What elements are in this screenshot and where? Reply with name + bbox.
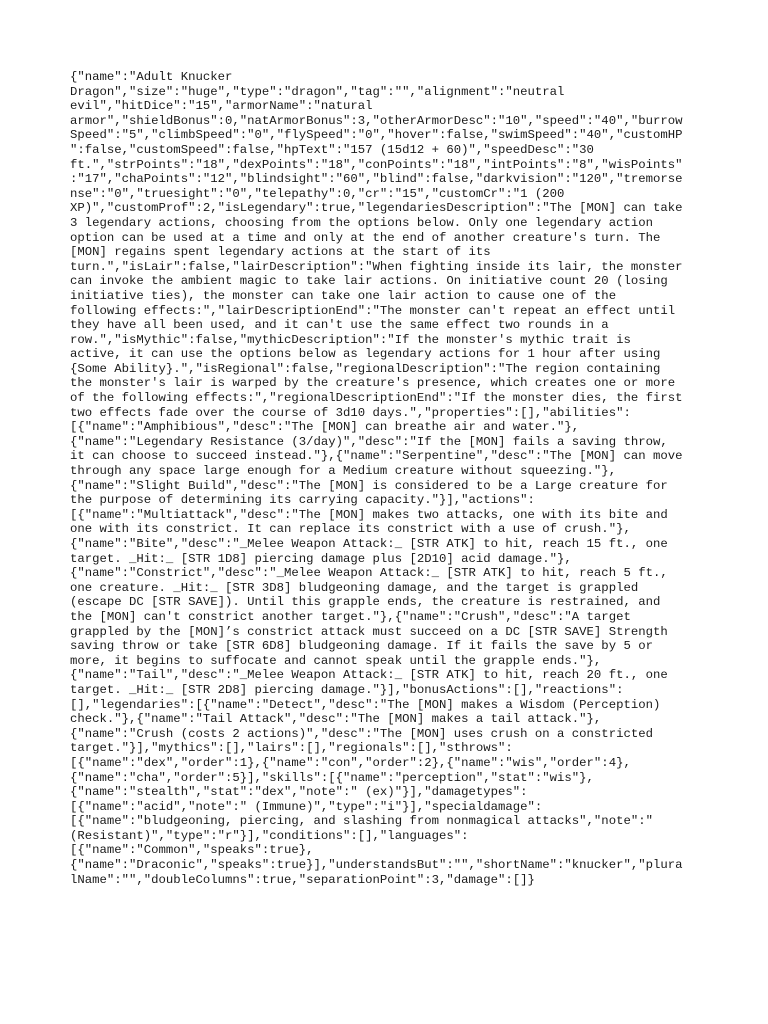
- text-line: Dragon","size":"huge","type":"dragon","tag":"","alignment":"neutral: [70, 84, 565, 99]
- text-line: evil","hitDice":"15","armorName":"natural: [70, 99, 373, 114]
- text-line: two effects fade over the course of 3d10 days.","properties":[],"abilities":: [70, 405, 631, 420]
- text-line: :"17","chaPoints":"12","blindsight":"60","blind":false,"darkvision":"120","tremorse: [70, 172, 683, 187]
- text-line: [{"name":"Common","speaks":true},: [70, 843, 314, 858]
- text-line: {"name":"cha","order":5}],"skills":[{"name":"perception","stat":"wis"},: [70, 770, 594, 785]
- text-line: they have all been used, and it can't use the same effect two rounds in a: [70, 318, 609, 333]
- text-line: [{"name":"Amphibious","desc":"The [MON] can breathe air and water."},: [70, 420, 580, 435]
- text-line: {"name":"Bite","desc":"_Melee Weapon Attack:_ [STR ATK] to hit, reach 15 ft., one: [70, 537, 668, 551]
- text-line: {"name":"Adult Knucker: [70, 70, 233, 84]
- text-line: target. _Hit:_ [STR 2D8] piercing damage."}],"bonusActions":[],"reactions":: [70, 682, 624, 697]
- text-line: 3 legendary actions, choosing from the options below. Only one legendary action: [70, 215, 653, 230]
- text-line: can invoke the ambient magic to take lair actions. On initiative count 20 (losing: [70, 274, 668, 289]
- text-line: lName":"","doubleColumns":true,"separationPoint":3,"damage":[]}: [70, 872, 535, 887]
- text-line: [{"name":"Multiattack","desc":"The [MON] makes two attacks, one with its bite and: [70, 507, 668, 522]
- text-line: through any space large enough for a Medium creature without squeezing."},: [70, 464, 617, 479]
- text-line: {"name":"Draconic","speaks":true}],"understandsBut":"","shortName":"knucker","plura: [70, 858, 683, 873]
- text-line: grappled by the [MON]’s constrict attack must succeed on a DC [STR SAVE] Strength: [70, 624, 668, 639]
- text-line: turn.","isLair":false,"lairDescription":"When fighting inside its lair, the monster: [70, 259, 683, 274]
- text-line: row.","isMythic":false,"mythicDescription":"If the monster's mythic trait is: [70, 332, 631, 347]
- text-line: XP)","customProf":2,"isLegendary":true,"legendariesDescription":"The [MON] can take: [70, 201, 683, 216]
- text-line: following effects:","lairDescriptionEnd":"The monster can't repeat an effect until: [70, 303, 676, 318]
- text-line: Speed":"5","climbSpeed":"0","flySpeed":"0","hover":false,"swimSpeed":"40","customHP: [70, 128, 683, 143]
- text-line: target. _Hit:_ [STR 1D8] piercing damage plus [2D10] acid damage."},: [70, 551, 572, 566]
- text-line: the purpose of determining its carrying capacity."}],"actions":: [70, 493, 535, 508]
- text-line: {"name":"stealth","stat":"dex","note":" (ex)"}],"damagetypes":: [70, 785, 528, 800]
- text-line: [{"name":"acid","note":" (Immune)","type":"i"}],"specialdamage":: [70, 799, 543, 814]
- text-line: {"name":"Crush (costs 2 actions)","desc":"The [MON] uses crush on a constricted: [70, 726, 653, 741]
- text-line: [MON] regains spent legendary actions at the start of its: [70, 245, 491, 260]
- text-line: {Some Ability}.","isRegional":false,"regionalDescription":"The region containing: [70, 361, 661, 376]
- text-line: ":false,"customSpeed":false,"hpText":"157 (15d12 + 60)","speedDesc":"30: [70, 142, 594, 157]
- text-line: (escape DC [STR SAVE]). Until this grapple ends, the creature is restrained, and: [70, 595, 661, 610]
- text-line: active, it can use the options below as legendary actions for 1 hour after using: [70, 347, 661, 362]
- text-line: saving throw or take [STR 6D8] bludgeoning damage. If it fails the save by 5 or: [70, 639, 653, 654]
- text-line: nse":"0","truesight":"0","telepathy":0,"cr":"15","customCr":"1 (200: [70, 186, 565, 201]
- text-line: armor","shieldBonus":0,"natArmorBonus":3,"otherArmorDesc":"10","speed":"40","burrow: [70, 113, 683, 128]
- text-line: the [MON] can't constrict another target."},{"name":"Crush","desc":"A target: [70, 609, 631, 624]
- json-text-body: [70, 70, 698, 887]
- text-line: more, it begins to suffocate and cannot speak until the grapple ends."},: [70, 653, 602, 668]
- text-line: [{"name":"bludgeoning, piercing, and slashing from nonmagical attacks","note":": [70, 814, 653, 829]
- text-line: (Resistant)","type":"r"}],"conditions":[],"languages":: [70, 828, 469, 843]
- text-line: one with its constrict. It can replace its constrict with a use of crush."},: [70, 522, 631, 537]
- text-line: {"name":"Constrict","desc":"_Melee Weapon Attack:_ [STR ATK] to hit, reach 5 ft.,: [70, 566, 668, 581]
- text-line: target."}],"mythics":[],"lairs":[],"regionals":[],"sthrows":: [70, 741, 513, 756]
- text-line: check."},{"name":"Tail Attack","desc":"The [MON] makes a tail attack."},: [70, 712, 602, 727]
- text-line: [],"legendaries":[{"name":"Detect","desc":"The [MON] makes a Wisdom (Perception): [70, 697, 661, 712]
- text-line: initiative ties), the monster can take one lair action to cause one of the: [70, 288, 617, 303]
- text-line: one creature. _Hit:_ [STR 3D8] bludgeoning damage, and the target is grappled: [70, 580, 639, 595]
- text-line: ft.","strPoints":"18","dexPoints":"18","conPoints":"18","intPoints":"8","wisPoints": [70, 157, 683, 172]
- text-line: {"name":"Slight Build","desc":"The [MON] is considered to be a Large creature for: [70, 478, 668, 493]
- text-line: option can be used at a time and only at the end of another creature's turn. The: [70, 230, 661, 245]
- text-line: {"name":"Tail","desc":"_Melee Weapon Attack:_ [STR ATK] to hit, reach 20 ft., one: [70, 668, 668, 683]
- text-line: it can choose to succeed instead."},{"name":"Serpentine","desc":"The [MON] can move: [70, 449, 683, 464]
- text-line: {"name":"Legendary Resistance (3/day)","desc":"If the [MON] fails a saving throw,: [70, 434, 668, 449]
- text-line: [{"name":"dex","order":1},{"name":"con","order":2},{"name":"wis","order":4},: [70, 755, 631, 770]
- text-line: of the following effects:","regionalDescriptionEnd":"If the monster dies, the first: [70, 391, 683, 406]
- text-line: the monster's lair is warped by the creature's presence, which creates one or more: [70, 376, 676, 391]
- document-page: [70, 70, 698, 887]
